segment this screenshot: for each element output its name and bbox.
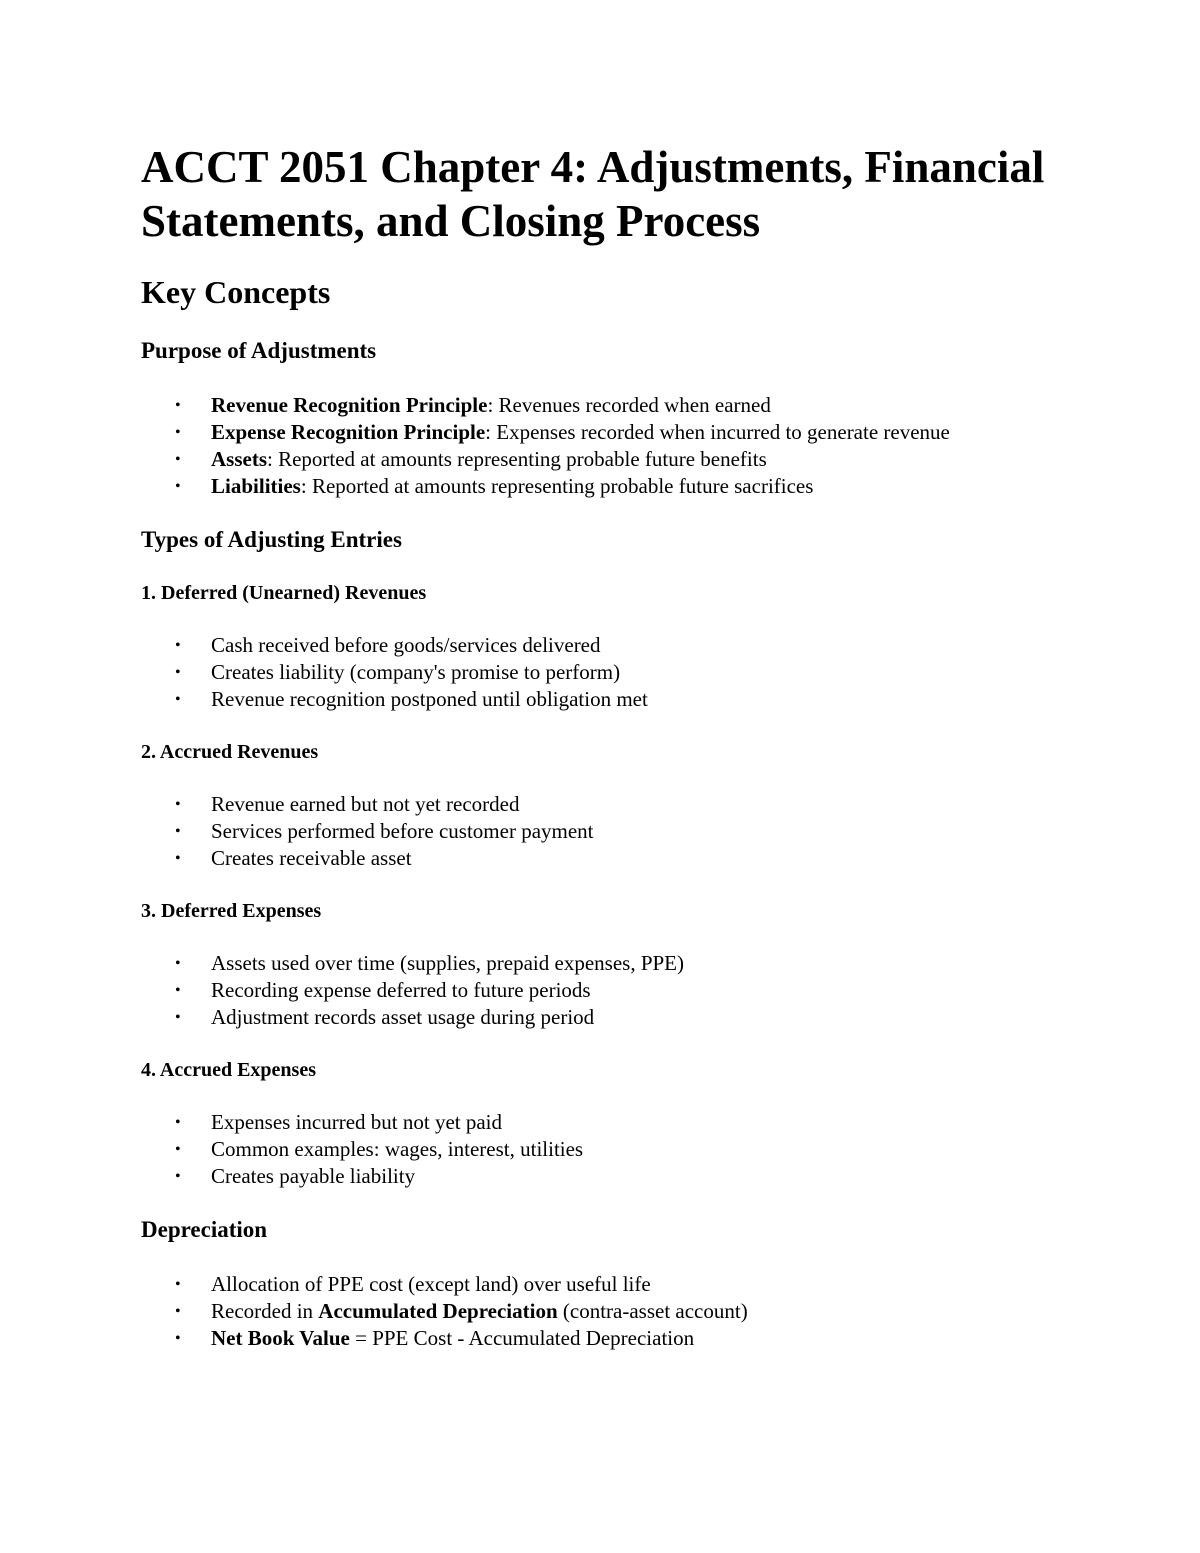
term: Net Book Value — [211, 1326, 350, 1350]
item-text: Creates payable liability — [211, 1164, 416, 1188]
accrued-expenses-list — [141, 1109, 1101, 1190]
bullet-icon: • — [175, 982, 181, 999]
item-text: Revenue earned but not yet recorded — [211, 792, 520, 816]
bullet-icon: • — [175, 955, 181, 972]
document-page — [141, 140, 1101, 1352]
bullet-icon: • — [175, 1330, 181, 1347]
bullet-icon: • — [175, 823, 181, 840]
purpose-heading: Purpose of Adjustments — [141, 338, 377, 363]
depreciation-list — [141, 1271, 1101, 1352]
bullet-icon: • — [175, 1009, 181, 1026]
item-text: Services performed before customer payment — [211, 819, 594, 843]
list-item — [141, 392, 1101, 419]
list-item — [141, 1136, 1101, 1163]
list-item — [141, 419, 1101, 446]
bullet-icon: • — [175, 1303, 181, 1320]
key-concepts-heading: Key Concepts — [141, 274, 331, 310]
deferred-expenses-heading: 3. Deferred Expenses — [141, 900, 322, 922]
list-item — [141, 1109, 1101, 1136]
item-text: Expenses incurred but not yet paid — [211, 1110, 503, 1134]
bullet-icon: • — [175, 424, 181, 441]
bullet-icon: • — [175, 796, 181, 813]
list-item — [141, 1163, 1101, 1190]
term: Liabilities — [211, 474, 301, 498]
item-text: (contra-asset account) — [557, 1299, 748, 1323]
types-heading: Types of Adjusting Entries — [141, 527, 402, 552]
accrued-revenues-heading: 2. Accrued Revenues — [141, 741, 319, 763]
bullet-icon: • — [175, 397, 181, 414]
item-text: Recorded in — [211, 1299, 319, 1323]
list-item — [141, 659, 1101, 686]
list-item — [141, 686, 1101, 713]
list-item — [141, 977, 1101, 1004]
list-item — [141, 845, 1101, 872]
list-item — [141, 632, 1101, 659]
list-item — [141, 446, 1101, 473]
bullet-icon: • — [175, 691, 181, 708]
item-text: Cash received before goods/services delivered — [211, 633, 601, 657]
list-item — [141, 1298, 1101, 1325]
bullet-icon: • — [175, 1141, 181, 1158]
bullet-icon: • — [175, 451, 181, 468]
item-text: Common examples: wages, interest, utilities — [211, 1137, 584, 1161]
bullet-icon: • — [175, 1114, 181, 1131]
bullet-icon: • — [175, 664, 181, 681]
document-title: ACCT 2051 Chapter 4: Adjustments, Financial Statements, and Closing Process — [141, 142, 1045, 246]
deferred-expenses-list — [141, 950, 1101, 1031]
item-text: Assets used over time (supplies, prepaid expenses, PPE) — [211, 951, 685, 975]
accrued-revenues-list — [141, 791, 1101, 872]
term: Revenue Recognition Principle — [211, 393, 488, 417]
list-item — [141, 818, 1101, 845]
list-item — [141, 473, 1101, 500]
term: Assets — [211, 447, 267, 471]
list-item — [141, 791, 1101, 818]
item-text: Creates receivable asset — [211, 846, 412, 870]
bullet-icon: • — [175, 637, 181, 654]
deferred-revenues-list — [141, 632, 1101, 713]
item-text: : Expenses recorded when incurred to generate revenue — [485, 420, 950, 444]
item-text: Allocation of PPE cost (except land) over useful life — [211, 1272, 651, 1296]
bullet-icon: • — [175, 850, 181, 867]
bullet-icon: • — [175, 478, 181, 495]
depreciation-heading: Depreciation — [141, 1217, 268, 1242]
list-item — [141, 1004, 1101, 1031]
item-text: = PPE Cost - Accumulated Depreciation — [349, 1326, 695, 1350]
item-text: : Reported at amounts representing probable future sacrifices — [300, 474, 814, 498]
deferred-revenues-heading: 1. Deferred (Unearned) Revenues — [141, 582, 427, 604]
item-text: : Reported at amounts representing probable future benefits — [267, 447, 767, 471]
item-text: Revenue recognition postponed until obligation met — [211, 687, 648, 711]
bullet-icon: • — [175, 1276, 181, 1293]
term: Expense Recognition Principle — [211, 420, 486, 444]
item-text: Creates liability (company's promise to perform) — [211, 660, 621, 684]
item-text: Adjustment records asset usage during period — [211, 1005, 595, 1029]
item-text: Recording expense deferred to future periods — [211, 978, 591, 1002]
term: Accumulated Depreciation — [318, 1299, 558, 1323]
item-text: : Revenues recorded when earned — [487, 393, 771, 417]
bullet-icon: • — [175, 1168, 181, 1185]
list-item — [141, 1325, 1101, 1352]
purpose-list — [141, 392, 1101, 500]
accrued-expenses-heading: 4. Accrued Expenses — [141, 1059, 316, 1081]
list-item — [141, 950, 1101, 977]
list-item — [141, 1271, 1101, 1298]
